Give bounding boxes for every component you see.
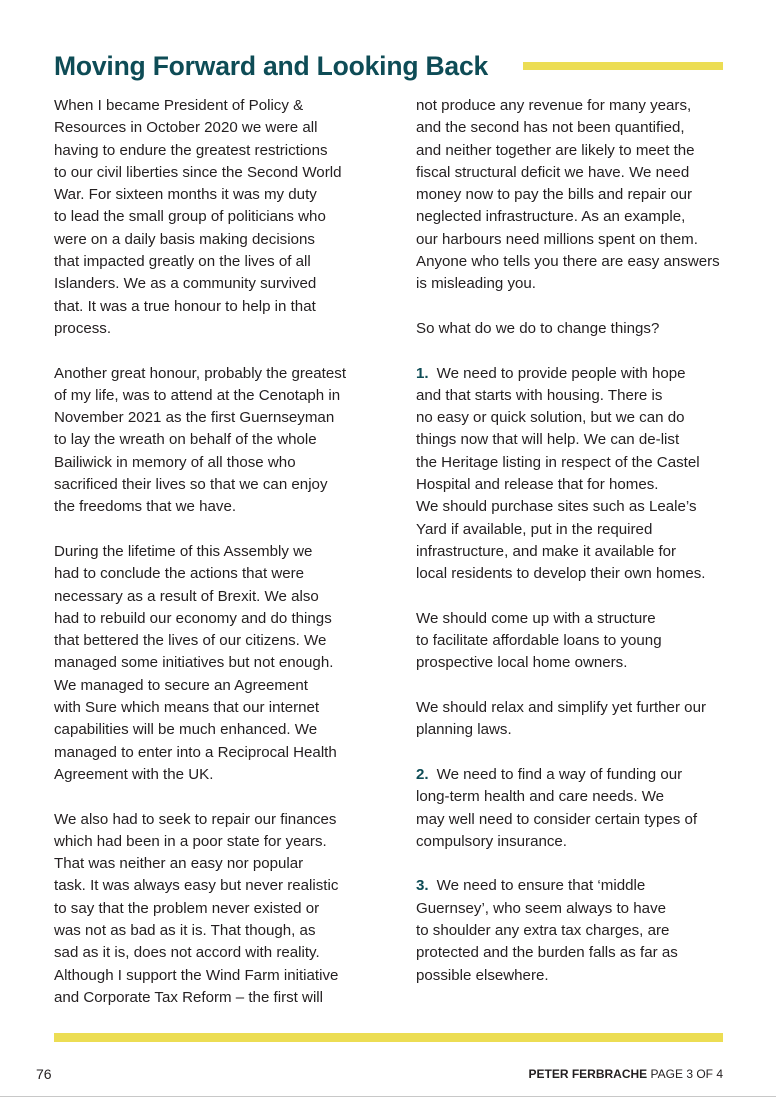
running-footer: [529, 1067, 724, 1081]
paragraph: not produce any revenue for many years, and the second has not been quantified, and neither together are likely to meet the fiscal structural deficit we have. We need money now to pay the bills and repair our neglected infrastructure. As an example, our harbours need millions spent on them. Anyone who tells you there are easy answers is misleading you.: [416, 97, 720, 293]
paragraph: We also had to seek to repair our finances which had been in a poor state for years. That was neither an easy nor popular task. It was always easy but never realistic to say that the problem never existed or was not as bad as it is. That though, as sad as it is, does not accord with reality. Although I support the Wind Farm initiative and Corporate Tax Reform – the first will: [54, 810, 339, 1006]
paragraph: We should come up with a structure to facilitate affordable loans to young prospective local home owners.: [416, 609, 662, 672]
point-text: We need to ensure that ‘middle Guernsey’, who seem always to have to shoulder any extra tax charges, are protected and the burden falls as far as possible elsewhere.: [416, 877, 678, 984]
paragraph: We should relax and simplify yet further our planning laws.: [416, 699, 706, 739]
page-edge-divider: [0, 1096, 776, 1097]
right-column: [416, 95, 746, 1009]
numbered-point-3: [416, 875, 746, 986]
title-accent-rule: [523, 62, 723, 70]
paragraph: When I became President of Policy & Resources in October 2020 we were all having to endure the greatest restrictions to our civil liberties since the Second World War. For sixteen months it was my duty to lead the small group of politicians who were on a daily basis making decisions that impacted greatly on the lives of all Islanders. We as a community survived that. It was a true honour to help in that process.: [54, 97, 342, 337]
point-number: 3.: [416, 877, 429, 895]
paragraph: During the lifetime of this Assembly we had to conclude the actions that were necessary as a result of Brexit. We also had to rebuild our economy and do things that bettered the lives of our citizens. We managed some initiatives but not enough. We managed to secure an Agreement with Sure which means that our internet capabilities will be much enhanced. We managed to enter into a Reciprocal Health Agreement with the UK.: [54, 542, 337, 783]
page-title: Moving Forward and Looking Back: [54, 51, 489, 81]
numbered-point-2: [416, 764, 746, 853]
footer-page-label: PAGE 3 OF 4: [650, 1067, 723, 1081]
point-number: 1.: [416, 364, 429, 382]
footer-author: PETER FERBRACHE: [528, 1067, 648, 1081]
point-text: We need to provide people with hope and that starts with housing. There is no easy or quick solution, but we can do things now that will help. We can de-list the Heritage listing in respect of the Castel Hospital and release that for homes. We should purchase sites such as Leale’s Yard if available, put in the required infrastructure, and make it available for local residents to develop their own homes.: [416, 364, 706, 583]
numbered-point-1: [416, 363, 746, 586]
paragraph: Another great honour, probably the greatest of my life, was to attend at the Cenotaph in November 2021 as the first Guernseyman to lay the wreath on behalf of the whole Bailiwick in memory of all those who sacrificed their lives so that we can enjoy the freedoms that we have.: [54, 364, 347, 516]
left-column: [54, 95, 384, 1031]
page-number: 76: [36, 1066, 52, 1082]
paragraph: So what do we do to change things?: [416, 319, 660, 337]
point-text: We need to find a way of funding our long-term health and care needs. We may well need to consider certain types of compulsory insurance.: [416, 765, 698, 850]
point-number: 2.: [416, 765, 429, 783]
footer-accent-rule: [54, 1033, 723, 1042]
